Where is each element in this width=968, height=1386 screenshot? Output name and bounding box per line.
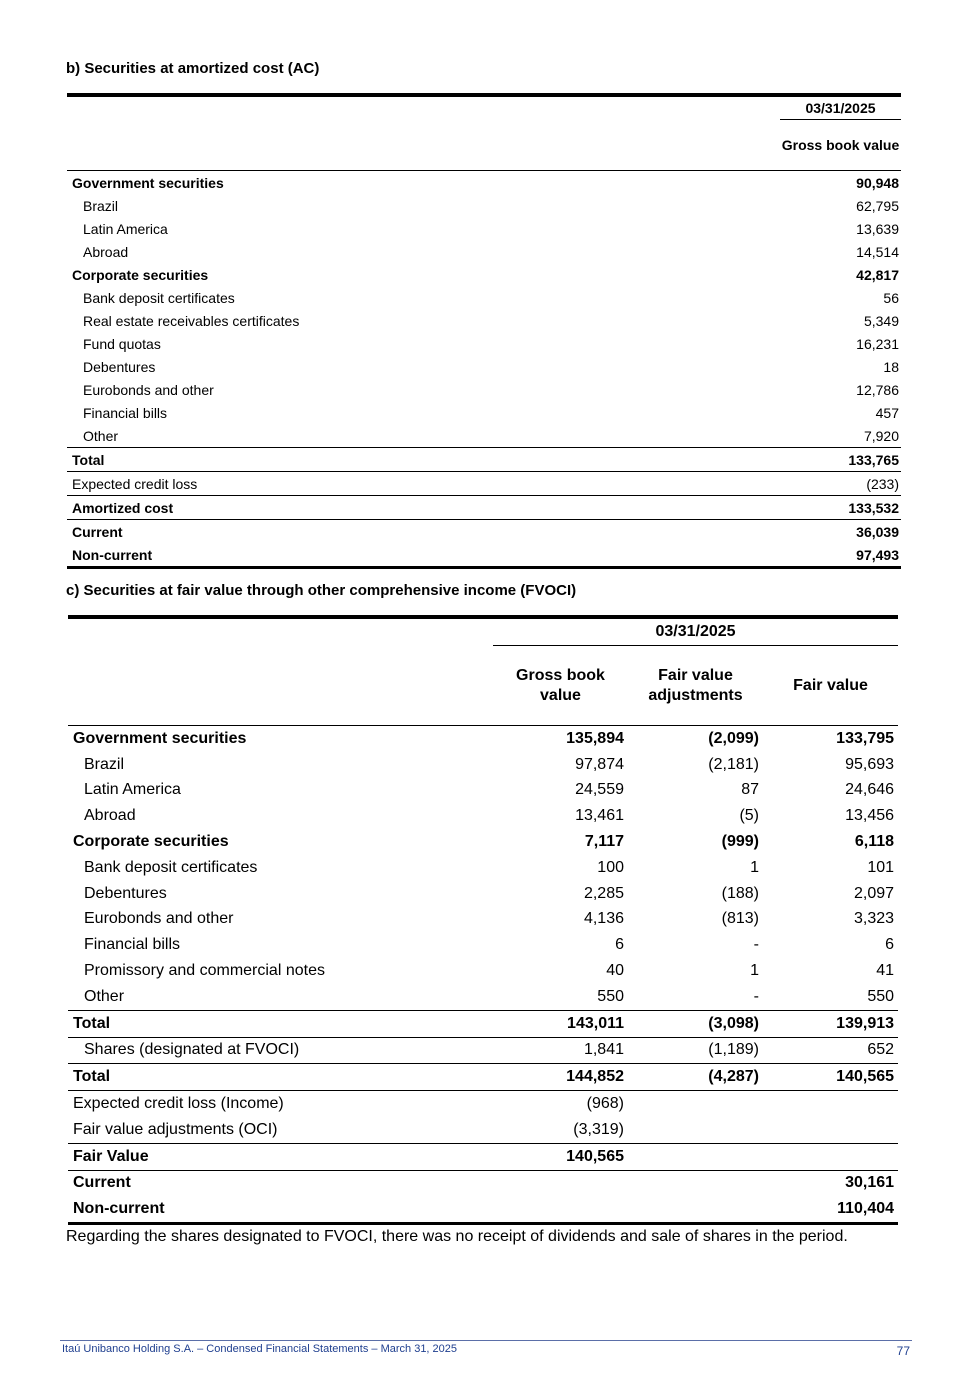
row-value xyxy=(628,1091,763,1117)
row-value xyxy=(628,1117,763,1143)
row-value: 1,841 xyxy=(493,1037,628,1064)
row-value: 135,894 xyxy=(566,729,624,747)
row-value: 13,639 xyxy=(856,220,899,237)
row-label: Latin America xyxy=(84,781,181,799)
table-row xyxy=(68,1091,898,1117)
row-value: 100 xyxy=(597,858,624,876)
table-row xyxy=(68,1064,898,1091)
row-value: 40 xyxy=(606,962,624,980)
row-value: 139,913 xyxy=(763,1010,898,1037)
row-value: 97,874 xyxy=(575,755,624,773)
row-label: Latin America xyxy=(83,220,168,237)
row-value: 30,161 xyxy=(763,1170,898,1196)
row-value: 550 xyxy=(597,987,624,1005)
row-label: Bank deposit certificates xyxy=(84,858,258,876)
row-value: (1,189) xyxy=(628,1037,763,1064)
row-value: 87 xyxy=(741,781,759,799)
row-label: Fair value adjustments (OCI) xyxy=(73,1120,278,1138)
row-value: (2,099) xyxy=(708,729,759,747)
table-row xyxy=(67,520,901,544)
row-value: 3,323 xyxy=(853,910,895,928)
row-label: Government securities xyxy=(73,729,247,747)
row-value xyxy=(763,1117,898,1143)
table-row xyxy=(68,752,898,778)
row-label: Shares (designated at FVOCI) xyxy=(68,1037,493,1064)
row-label: Promissory and commercial notes xyxy=(84,962,325,980)
row-value: 5,349 xyxy=(863,312,899,329)
row-label: Expected credit loss (Income) xyxy=(68,1091,493,1117)
row-value: (968) xyxy=(493,1091,628,1117)
row-value: (3,319) xyxy=(573,1120,624,1138)
table-row xyxy=(67,263,901,286)
row-label: Current xyxy=(68,1170,493,1196)
row-label: Total xyxy=(67,448,780,472)
row-value: (4,287) xyxy=(628,1064,763,1091)
row-label: Brazil xyxy=(84,755,125,773)
table-row xyxy=(67,378,901,401)
section-b-title: b) Securities at amortized cost (AC) xyxy=(66,60,320,77)
row-value: 4,136 xyxy=(583,910,624,928)
table-row xyxy=(68,1037,898,1064)
row-label: Brazil xyxy=(83,197,119,214)
row-value: 13,461 xyxy=(575,807,624,825)
row-value: - xyxy=(753,936,759,954)
column-header: Fair value adjustments xyxy=(628,646,763,726)
table-row xyxy=(68,726,898,752)
row-value: - xyxy=(753,987,759,1005)
footer-text: Itaú Unibanco Holding S.A. – Condensed Financial Statements – March 31, 2025 xyxy=(62,1343,458,1355)
row-label: Financial bills xyxy=(84,936,181,954)
footnote: Regarding the shares designated to FVOCI, there was no receipt of dividends and sale of shares in the period. xyxy=(66,1228,848,1245)
row-value: 101 xyxy=(867,858,895,876)
row-label: Non-current xyxy=(73,1200,165,1218)
table-row xyxy=(67,286,901,309)
column-header: Gross book value xyxy=(493,646,628,726)
table-row xyxy=(67,543,901,568)
row-label: Abroad xyxy=(83,243,129,260)
fvoci-table xyxy=(68,615,898,1225)
row-value: 133,795 xyxy=(836,729,895,747)
row-value: 97,493 xyxy=(856,546,899,563)
row-value: 36,039 xyxy=(780,520,901,544)
table-row xyxy=(67,332,901,355)
amortized-cost-table xyxy=(67,93,901,569)
row-value: 133,765 xyxy=(780,448,901,472)
row-value: 90,948 xyxy=(856,174,899,191)
row-label: Corporate securities xyxy=(73,833,229,851)
row-value: 24,559 xyxy=(575,781,624,799)
table-row xyxy=(68,1170,898,1196)
row-value: 7,117 xyxy=(584,833,624,851)
table-row xyxy=(68,855,898,881)
row-value xyxy=(628,1170,763,1196)
row-label: Eurobonds and other xyxy=(84,910,234,928)
table-row xyxy=(67,496,901,520)
row-value: 110,404 xyxy=(837,1200,895,1218)
column-header: Fair value xyxy=(763,646,898,726)
table-row xyxy=(67,217,901,240)
row-value xyxy=(763,1143,898,1170)
row-value xyxy=(628,1143,763,1170)
row-label: Abroad xyxy=(84,807,136,825)
row-value xyxy=(763,1091,898,1117)
table-row xyxy=(67,171,901,195)
row-value: 18 xyxy=(883,358,899,375)
row-value: 42,817 xyxy=(856,266,899,283)
row-label: Amortized cost xyxy=(67,496,780,520)
row-label: Expected credit loss xyxy=(67,472,780,496)
row-value: 6 xyxy=(615,936,624,954)
row-value: 2,285 xyxy=(583,884,624,902)
row-value: 1 xyxy=(750,962,759,980)
row-label: Total xyxy=(68,1064,493,1091)
table-row xyxy=(68,1143,898,1170)
table-row xyxy=(67,424,901,448)
row-value: 95,693 xyxy=(845,755,895,773)
table-row xyxy=(68,1196,898,1223)
table-row xyxy=(67,448,901,472)
row-value: 143,011 xyxy=(493,1010,628,1037)
date-header: 03/31/2025 xyxy=(493,617,898,646)
row-label: Total xyxy=(68,1010,493,1037)
row-value xyxy=(628,1196,763,1223)
row-value: (999) xyxy=(721,833,759,851)
row-value: 457 xyxy=(875,404,899,421)
table-row xyxy=(68,907,898,933)
row-value: 6,118 xyxy=(854,833,895,851)
page-number: 77 xyxy=(896,1344,910,1358)
row-label: Debentures xyxy=(84,884,167,902)
row-value: 24,646 xyxy=(845,781,895,799)
row-label: Corporate securities xyxy=(72,266,209,283)
row-value: 13,456 xyxy=(845,807,895,825)
table-row xyxy=(67,240,901,263)
row-label: Other xyxy=(84,987,125,1005)
table-row xyxy=(67,401,901,424)
table-row xyxy=(68,1117,898,1143)
row-value: (233) xyxy=(780,472,901,496)
row-value: 133,532 xyxy=(780,496,901,520)
table-row xyxy=(68,829,898,855)
row-label: Current xyxy=(67,520,780,544)
row-label: Debentures xyxy=(83,358,156,375)
row-label: Bank deposit certificates xyxy=(83,289,235,306)
row-value: 1 xyxy=(750,858,759,876)
row-label: Non-current xyxy=(72,546,153,563)
table-row xyxy=(67,472,901,496)
table-row xyxy=(67,194,901,217)
row-value: 62,795 xyxy=(856,197,899,214)
row-value: (3,098) xyxy=(628,1010,763,1037)
row-label: Real estate receivables certificates xyxy=(83,312,300,329)
row-value: 14,514 xyxy=(856,243,899,260)
table-row xyxy=(68,803,898,829)
row-label: Eurobonds and other xyxy=(83,381,214,398)
table-row xyxy=(68,778,898,804)
table-row xyxy=(68,984,898,1010)
row-value: (2,181) xyxy=(708,755,759,773)
row-value: 550 xyxy=(867,987,895,1005)
row-value: 144,852 xyxy=(493,1064,628,1091)
row-value: 140,565 xyxy=(763,1064,898,1091)
row-value xyxy=(493,1170,628,1196)
table-row xyxy=(68,932,898,958)
row-value xyxy=(493,1196,628,1223)
table-row xyxy=(68,958,898,984)
row-value: 2,097 xyxy=(853,884,895,902)
row-value: 41 xyxy=(876,962,895,980)
row-label: Other xyxy=(83,427,119,444)
row-value: 7,920 xyxy=(863,427,899,444)
row-label: Fair Value xyxy=(68,1143,493,1170)
footer-divider xyxy=(60,1340,912,1341)
table-row xyxy=(68,881,898,907)
row-label: Financial bills xyxy=(83,404,168,421)
row-value: (5) xyxy=(739,807,759,825)
row-label: Government securities xyxy=(72,174,224,191)
table-row xyxy=(68,1010,898,1037)
date-header: 03/31/2025 xyxy=(780,95,901,120)
row-value: 56 xyxy=(883,289,899,306)
row-label: Fund quotas xyxy=(83,335,161,352)
section-c-title: c) Securities at fair value through other comprehensive income (FVOCI) xyxy=(66,582,577,599)
row-value: (813) xyxy=(721,910,759,928)
row-value: 140,565 xyxy=(493,1143,628,1170)
table-row xyxy=(67,355,901,378)
row-value: (188) xyxy=(721,884,759,902)
row-value: 652 xyxy=(763,1037,898,1064)
column-header: Gross book value xyxy=(780,120,901,171)
row-value: 12,786 xyxy=(856,381,899,398)
row-value: 16,231 xyxy=(856,335,899,352)
table-row xyxy=(67,309,901,332)
row-value: 6 xyxy=(885,936,895,954)
